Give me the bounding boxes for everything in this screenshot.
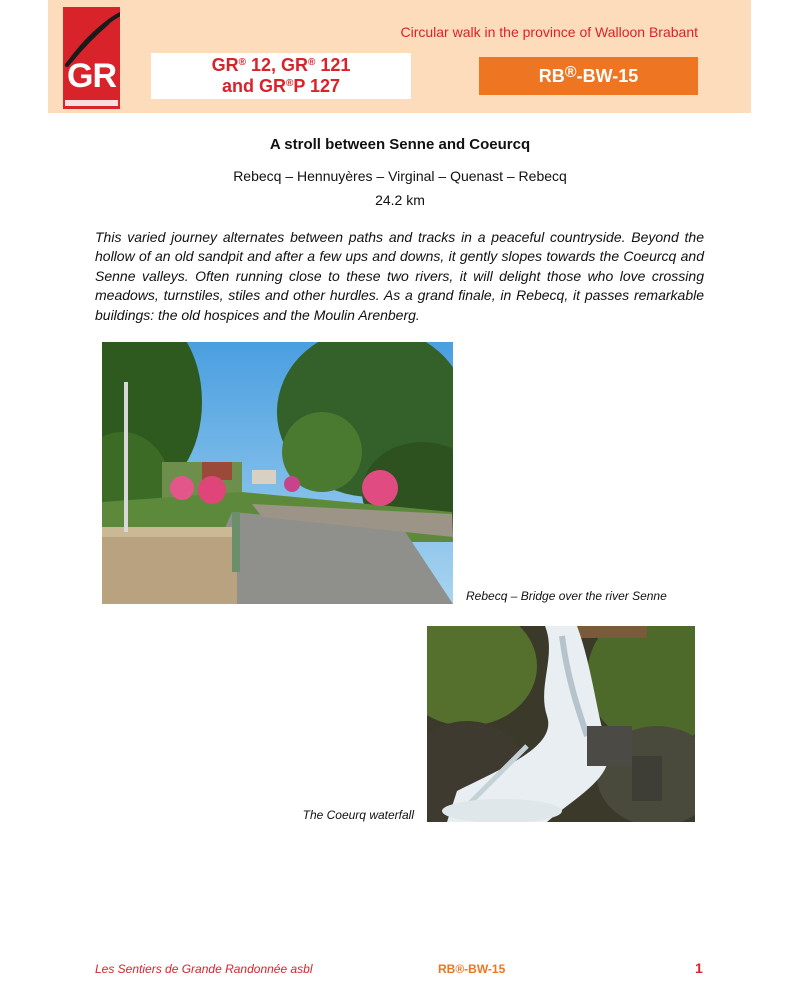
logo-subtitle-strip (65, 100, 118, 106)
registered-mark: ® (285, 78, 294, 89)
gr-badge-line-1 (151, 55, 411, 76)
rb-text: RB (538, 66, 565, 86)
registered-mark: ® (238, 57, 246, 68)
gr-text: GR (211, 55, 239, 75)
page-title: A stroll between Senne and Coeurcq (269, 136, 531, 153)
gr-text: 121 (315, 55, 351, 75)
gr-logo (63, 7, 120, 109)
registered-mark: ® (564, 64, 577, 81)
gr-text: 12, GR (245, 55, 308, 75)
waterfall-caption: The Coeurq waterfall (302, 808, 414, 822)
gr-text: and GR (221, 76, 286, 96)
footer-walk-code: RB®-BW-15 (438, 962, 506, 976)
gr-text: P 127 (293, 76, 341, 96)
walk-code-badge (479, 57, 698, 95)
page-number: 1 (695, 960, 703, 976)
bridge-caption: Rebecq – Bridge over the river Senne (466, 589, 667, 603)
gr-badge-line-2 (151, 76, 411, 97)
gr-trails-badge (151, 53, 411, 99)
distance-text: 24.2 km (375, 192, 425, 208)
bridge-photo (102, 342, 453, 604)
rb-text: -BW-15 (576, 66, 639, 86)
logo-text: GR (67, 57, 116, 95)
waterfall-photo (427, 626, 695, 822)
province-subtitle: Circular walk in the province of Walloon Brabant (400, 24, 698, 40)
intro-paragraph: This varied journey alternates between paths and tracks in a peaceful countryside. Beyond the hollow of an old sandpit and after a few ups and downs, it gently slopes towards the Coeurcq and Senne valleys. Often running close to these two rivers, it will delight those who love crossing meadows, turnstiles, stiles and other hurdles. As a grand finale, in Rebecq, it passes remarkable buildings: the old hospices and the Moulin Arenberg. (95, 229, 704, 323)
route-line: Rebecq – Hennuyères – Virginal – Quenast – Rebecq (233, 168, 567, 184)
registered-mark: ® (307, 57, 316, 68)
footer-organisation: Les Sentiers de Grande Randonnée asbl (95, 962, 313, 976)
